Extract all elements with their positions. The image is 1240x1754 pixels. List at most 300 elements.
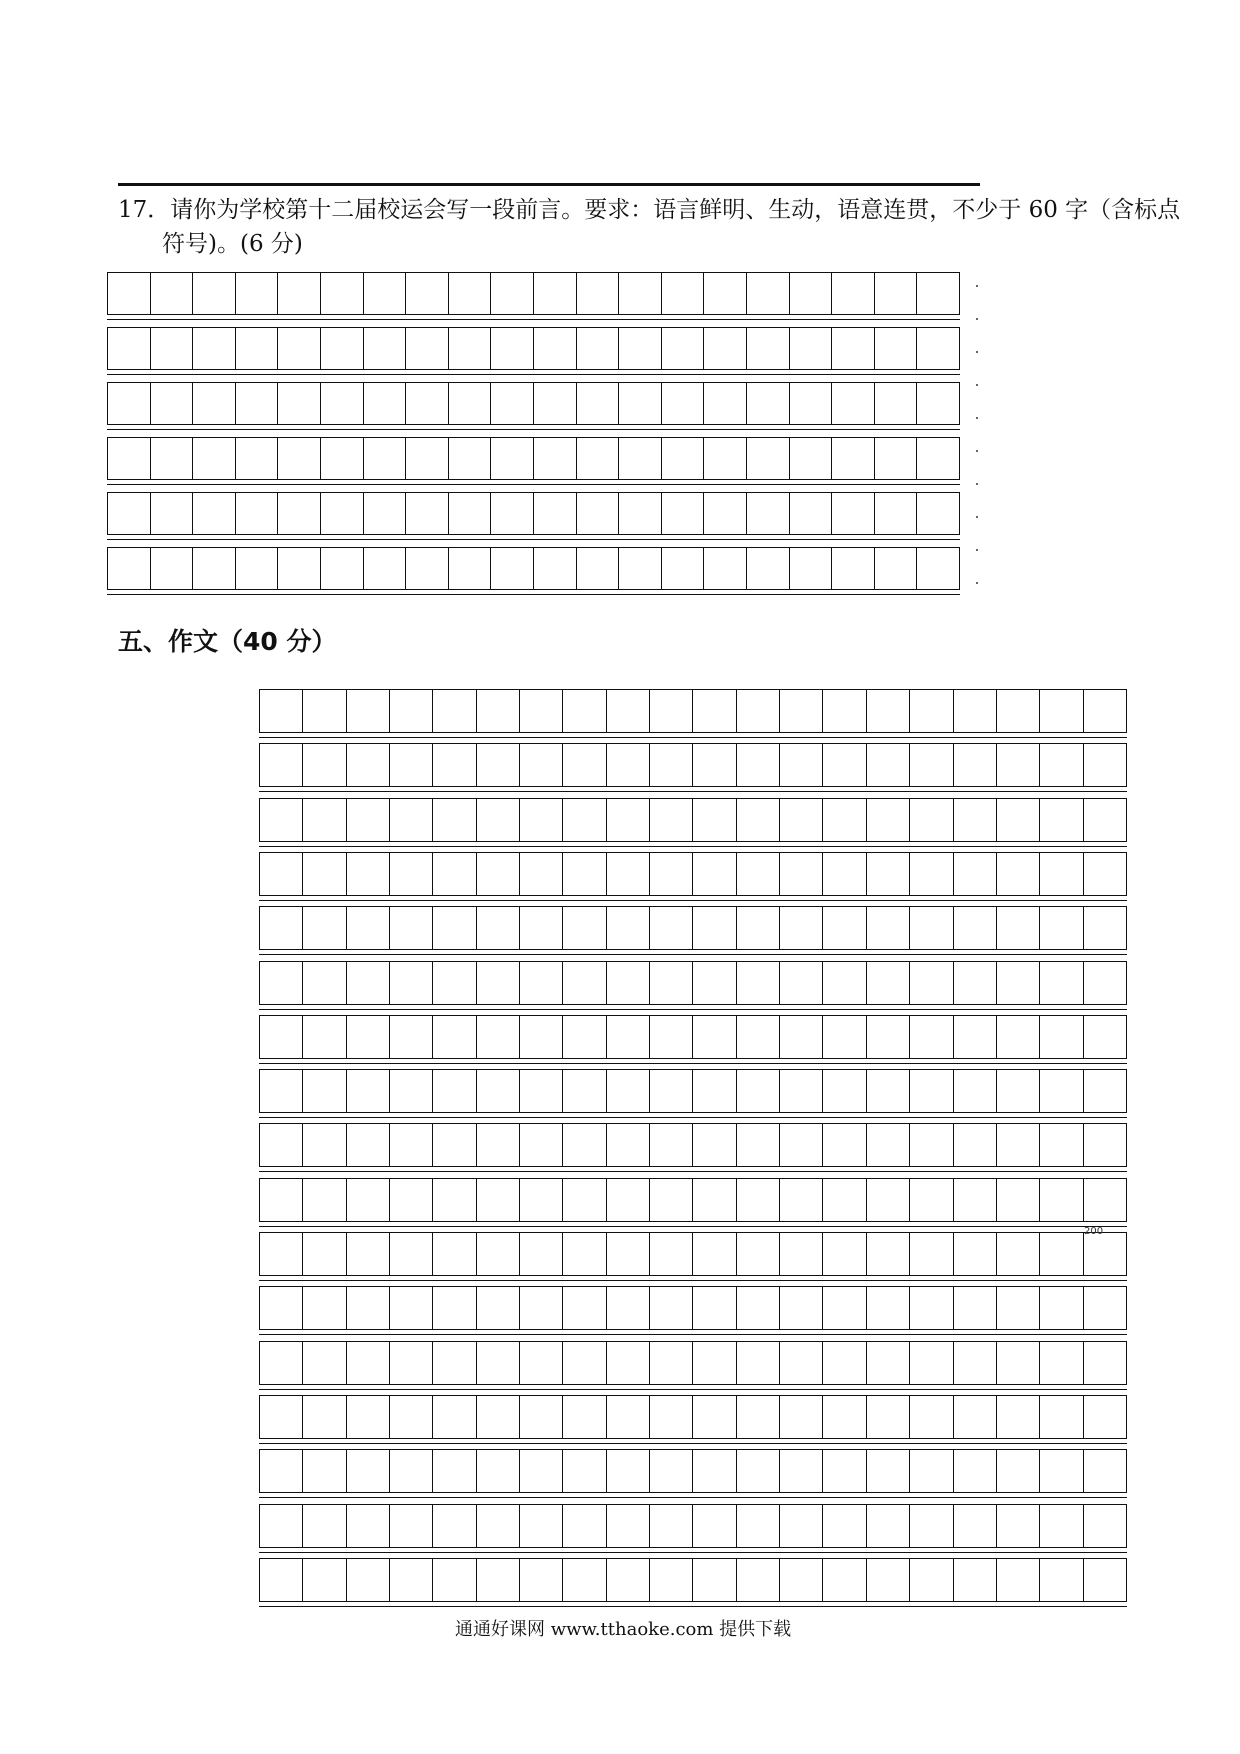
grid-cell[interactable]	[650, 1179, 693, 1221]
grid-cell[interactable]	[193, 493, 236, 534]
grid-cell[interactable]	[693, 1070, 736, 1112]
grid-cell[interactable]	[662, 383, 705, 424]
grid-cell[interactable]	[650, 1070, 693, 1112]
grid-cell[interactable]	[1084, 690, 1126, 732]
grid-cell[interactable]	[406, 383, 449, 424]
grid-cell[interactable]	[650, 744, 693, 786]
grid-cell[interactable]	[303, 690, 346, 732]
grid-cell[interactable]	[662, 493, 705, 534]
grid-cell[interactable]	[321, 438, 364, 479]
grid-cell[interactable]	[693, 1396, 736, 1438]
grid-cell[interactable]	[347, 1287, 390, 1329]
grid-cell[interactable]	[917, 548, 959, 589]
grid-cell[interactable]	[278, 548, 321, 589]
grid-cell[interactable]	[390, 799, 433, 841]
grid-cell[interactable]	[577, 273, 620, 314]
grid-cell[interactable]	[260, 1559, 303, 1601]
grid-cell[interactable]	[347, 1233, 390, 1275]
grid-cell[interactable]	[693, 1124, 736, 1166]
grid-cell[interactable]	[260, 1342, 303, 1384]
grid-cell[interactable]	[534, 383, 577, 424]
grid-cell[interactable]	[737, 1287, 780, 1329]
grid-cell[interactable]	[108, 383, 151, 424]
grid-cell[interactable]	[1084, 744, 1126, 786]
grid-cell[interactable]	[303, 1342, 346, 1384]
grid-cell[interactable]	[997, 799, 1040, 841]
grid-cell[interactable]	[737, 1505, 780, 1547]
grid-cell[interactable]	[303, 1396, 346, 1438]
grid-cell[interactable]	[260, 1233, 303, 1275]
grid-cell[interactable]	[108, 273, 151, 314]
grid-cell[interactable]	[997, 1505, 1040, 1547]
grid-cell[interactable]	[477, 1070, 520, 1112]
grid-cell[interactable]	[193, 438, 236, 479]
grid-cell[interactable]	[577, 328, 620, 369]
grid-cell[interactable]	[433, 799, 476, 841]
grid-cell[interactable]	[693, 962, 736, 1004]
grid-cell[interactable]	[260, 907, 303, 949]
grid-cell[interactable]	[303, 1559, 346, 1601]
grid-cell[interactable]	[1040, 962, 1083, 1004]
grid-cell[interactable]	[236, 273, 279, 314]
grid-cell[interactable]	[650, 690, 693, 732]
grid-cell[interactable]	[260, 1450, 303, 1492]
grid-cell[interactable]	[832, 493, 875, 534]
grid-cell[interactable]	[875, 328, 918, 369]
grid-cell[interactable]	[406, 493, 449, 534]
grid-cell[interactable]	[693, 1287, 736, 1329]
grid-cell[interactable]	[433, 1016, 476, 1058]
grid-cell[interactable]	[534, 273, 577, 314]
grid-cell[interactable]	[303, 1179, 346, 1221]
grid-cell[interactable]	[303, 907, 346, 949]
grid-cell[interactable]	[520, 1287, 563, 1329]
grid-cell[interactable]	[347, 744, 390, 786]
grid-cell[interactable]	[1040, 1016, 1083, 1058]
grid-cell[interactable]	[704, 438, 747, 479]
grid-cell[interactable]	[910, 853, 953, 895]
grid-cell[interactable]	[1040, 1342, 1083, 1384]
grid-cell[interactable]	[563, 744, 606, 786]
grid-cell[interactable]	[278, 383, 321, 424]
grid-cell[interactable]	[823, 1179, 866, 1221]
grid-cell[interactable]	[650, 1396, 693, 1438]
grid-cell[interactable]	[780, 1124, 823, 1166]
grid-cell[interactable]	[520, 1233, 563, 1275]
grid-cell[interactable]	[737, 1070, 780, 1112]
grid-cell[interactable]	[737, 962, 780, 1004]
grid-cell[interactable]	[607, 907, 650, 949]
grid-cell[interactable]	[491, 548, 534, 589]
grid-cell[interactable]	[193, 273, 236, 314]
grid-cell[interactable]	[364, 328, 407, 369]
grid-cell[interactable]	[477, 1287, 520, 1329]
grid-cell[interactable]	[563, 907, 606, 949]
grid-cell[interactable]	[875, 438, 918, 479]
grid-cell[interactable]	[780, 1505, 823, 1547]
grid-cell[interactable]	[662, 273, 705, 314]
grid-cell[interactable]	[780, 962, 823, 1004]
grid-cell[interactable]	[867, 1342, 910, 1384]
grid-cell[interactable]	[875, 493, 918, 534]
grid-cell[interactable]	[477, 907, 520, 949]
grid-cell[interactable]	[997, 1124, 1040, 1166]
grid-cell[interactable]	[364, 493, 407, 534]
grid-cell[interactable]	[477, 1559, 520, 1601]
grid-cell[interactable]	[607, 799, 650, 841]
grid-cell[interactable]	[910, 907, 953, 949]
grid-cell[interactable]	[534, 548, 577, 589]
grid-cell[interactable]	[619, 328, 662, 369]
grid-cell[interactable]	[704, 328, 747, 369]
grid-cell[interactable]	[1040, 1505, 1083, 1547]
grid-cell[interactable]	[1084, 1124, 1126, 1166]
grid-cell[interactable]	[780, 1450, 823, 1492]
grid-cell[interactable]	[997, 1016, 1040, 1058]
grid-cell[interactable]	[662, 328, 705, 369]
grid-cell[interactable]	[260, 1287, 303, 1329]
grid-cell[interactable]	[997, 853, 1040, 895]
grid-cell[interactable]	[563, 1179, 606, 1221]
grid-cell[interactable]	[832, 383, 875, 424]
grid-cell[interactable]	[108, 328, 151, 369]
grid-cell[interactable]	[477, 690, 520, 732]
grid-cell[interactable]	[520, 962, 563, 1004]
grid-cell[interactable]	[303, 744, 346, 786]
grid-cell[interactable]	[278, 273, 321, 314]
grid-cell[interactable]	[823, 1124, 866, 1166]
grid-cell[interactable]	[108, 438, 151, 479]
grid-cell[interactable]	[236, 383, 279, 424]
grid-cell[interactable]	[910, 1287, 953, 1329]
grid-cell[interactable]	[737, 799, 780, 841]
grid-cell[interactable]	[520, 799, 563, 841]
grid-cell[interactable]	[1084, 1559, 1126, 1601]
grid-cell[interactable]	[1084, 1070, 1126, 1112]
grid-cell[interactable]	[607, 1070, 650, 1112]
grid-cell[interactable]	[823, 1505, 866, 1547]
grid-cell[interactable]	[477, 1233, 520, 1275]
grid-cell[interactable]	[491, 328, 534, 369]
grid-cell[interactable]	[737, 1016, 780, 1058]
grid-cell[interactable]	[823, 1287, 866, 1329]
grid-cell[interactable]	[910, 1505, 953, 1547]
grid-cell[interactable]	[1040, 1450, 1083, 1492]
grid-cell[interactable]	[347, 1070, 390, 1112]
grid-cell[interactable]	[477, 853, 520, 895]
grid-cell[interactable]	[347, 1505, 390, 1547]
grid-cell[interactable]	[867, 962, 910, 1004]
grid-cell[interactable]	[650, 962, 693, 1004]
grid-cell[interactable]	[406, 273, 449, 314]
grid-cell[interactable]	[650, 1559, 693, 1601]
grid-cell[interactable]	[997, 1070, 1040, 1112]
grid-cell[interactable]	[534, 493, 577, 534]
grid-cell[interactable]	[477, 1342, 520, 1384]
grid-cell[interactable]	[563, 1233, 606, 1275]
grid-cell[interactable]	[867, 1450, 910, 1492]
grid-cell[interactable]	[737, 1450, 780, 1492]
grid-cell[interactable]	[693, 1505, 736, 1547]
grid-cell[interactable]	[491, 493, 534, 534]
grid-cell[interactable]	[780, 744, 823, 786]
grid-cell[interactable]	[534, 328, 577, 369]
grid-cell[interactable]	[477, 1450, 520, 1492]
grid-cell[interactable]	[449, 548, 492, 589]
grid-cell[interactable]	[1084, 1505, 1126, 1547]
grid-cell[interactable]	[577, 438, 620, 479]
grid-cell[interactable]	[347, 907, 390, 949]
grid-cell[interactable]	[790, 493, 833, 534]
grid-cell[interactable]	[390, 1233, 433, 1275]
grid-cell[interactable]	[997, 1342, 1040, 1384]
grid-cell[interactable]	[193, 548, 236, 589]
grid-cell[interactable]	[607, 1342, 650, 1384]
grid-cell[interactable]	[260, 1016, 303, 1058]
grid-cell[interactable]	[737, 690, 780, 732]
grid-cell[interactable]	[347, 1179, 390, 1221]
grid-cell[interactable]	[520, 1505, 563, 1547]
grid-cell[interactable]	[151, 438, 194, 479]
grid-cell[interactable]	[917, 493, 959, 534]
grid-cell[interactable]	[917, 383, 959, 424]
grid-cell[interactable]	[823, 1070, 866, 1112]
grid-cell[interactable]	[108, 548, 151, 589]
grid-cell[interactable]	[347, 1016, 390, 1058]
grid-cell[interactable]	[449, 438, 492, 479]
grid-cell[interactable]	[910, 962, 953, 1004]
grid-cell[interactable]	[321, 383, 364, 424]
grid-cell[interactable]	[910, 1070, 953, 1112]
grid-cell[interactable]	[823, 1342, 866, 1384]
grid-cell[interactable]	[997, 690, 1040, 732]
grid-cell[interactable]	[737, 1124, 780, 1166]
grid-cell[interactable]	[303, 1233, 346, 1275]
grid-cell[interactable]	[278, 328, 321, 369]
grid-cell[interactable]	[520, 1559, 563, 1601]
grid-cell[interactable]	[1084, 1342, 1126, 1384]
grid-cell[interactable]	[108, 493, 151, 534]
grid-cell[interactable]	[954, 1287, 997, 1329]
grid-cell[interactable]	[747, 273, 790, 314]
grid-cell[interactable]	[607, 690, 650, 732]
grid-cell[interactable]	[1040, 744, 1083, 786]
grid-cell[interactable]	[1084, 907, 1126, 949]
grid-cell[interactable]	[260, 853, 303, 895]
grid-cell[interactable]	[650, 1287, 693, 1329]
grid-cell[interactable]	[867, 1287, 910, 1329]
grid-cell[interactable]	[619, 548, 662, 589]
grid-cell[interactable]	[747, 438, 790, 479]
grid-cell[interactable]	[954, 1124, 997, 1166]
grid-cell[interactable]	[433, 1070, 476, 1112]
grid-cell[interactable]	[780, 1342, 823, 1384]
grid-cell[interactable]	[650, 907, 693, 949]
grid-cell[interactable]	[477, 1396, 520, 1438]
grid-cell[interactable]	[823, 799, 866, 841]
grid-cell[interactable]	[347, 690, 390, 732]
grid-cell[interactable]	[693, 1233, 736, 1275]
grid-cell[interactable]	[534, 438, 577, 479]
grid-cell[interactable]	[737, 1396, 780, 1438]
grid-cell[interactable]	[303, 853, 346, 895]
grid-cell[interactable]	[260, 1396, 303, 1438]
grid-cell[interactable]	[693, 744, 736, 786]
grid-cell[interactable]	[260, 799, 303, 841]
grid-cell[interactable]	[491, 383, 534, 424]
grid-cell[interactable]	[236, 493, 279, 534]
composition-grid[interactable]	[259, 689, 1127, 1610]
grid-cell[interactable]	[520, 1450, 563, 1492]
grid-cell[interactable]	[997, 1450, 1040, 1492]
grid-cell[interactable]	[563, 1396, 606, 1438]
grid-cell[interactable]	[954, 1016, 997, 1058]
grid-cell[interactable]	[1040, 1559, 1083, 1601]
grid-cell[interactable]	[321, 328, 364, 369]
grid-cell[interactable]	[607, 744, 650, 786]
grid-cell[interactable]	[303, 1287, 346, 1329]
grid-cell[interactable]	[520, 1396, 563, 1438]
grid-cell[interactable]	[347, 1342, 390, 1384]
grid-cell[interactable]	[954, 744, 997, 786]
grid-cell[interactable]	[260, 1179, 303, 1221]
grid-cell[interactable]	[832, 273, 875, 314]
grid-cell[interactable]	[520, 1342, 563, 1384]
grid-cell[interactable]	[390, 1342, 433, 1384]
grid-cell[interactable]	[780, 907, 823, 949]
grid-cell[interactable]	[347, 853, 390, 895]
grid-cell[interactable]	[433, 1505, 476, 1547]
grid-cell[interactable]	[563, 1342, 606, 1384]
grid-cell[interactable]	[997, 1179, 1040, 1221]
grid-cell[interactable]	[867, 1070, 910, 1112]
grid-cell[interactable]	[236, 438, 279, 479]
grid-cell[interactable]	[151, 273, 194, 314]
grid-cell[interactable]	[780, 1233, 823, 1275]
grid-cell[interactable]	[1084, 1396, 1126, 1438]
grid-cell[interactable]	[693, 1450, 736, 1492]
grid-cell[interactable]	[954, 1233, 997, 1275]
grid-cell[interactable]	[917, 438, 959, 479]
grid-cell[interactable]	[577, 383, 620, 424]
grid-cell[interactable]	[693, 1179, 736, 1221]
grid-cell[interactable]	[662, 548, 705, 589]
grid-cell[interactable]	[704, 548, 747, 589]
grid-cell[interactable]	[1040, 1287, 1083, 1329]
grid-cell[interactable]	[563, 853, 606, 895]
grid-cell[interactable]	[449, 383, 492, 424]
grid-cell[interactable]	[1040, 853, 1083, 895]
grid-cell[interactable]	[563, 1559, 606, 1601]
grid-cell[interactable]	[867, 1505, 910, 1547]
grid-cell[interactable]	[607, 1505, 650, 1547]
grid-cell[interactable]	[867, 907, 910, 949]
grid-cell[interactable]	[823, 1233, 866, 1275]
grid-cell[interactable]	[607, 1179, 650, 1221]
grid-cell[interactable]	[151, 383, 194, 424]
grid-cell[interactable]	[390, 907, 433, 949]
grid-cell[interactable]	[823, 962, 866, 1004]
grid-cell[interactable]	[1040, 1070, 1083, 1112]
grid-cell[interactable]	[151, 493, 194, 534]
grid-cell[interactable]	[433, 1287, 476, 1329]
grid-cell[interactable]	[910, 744, 953, 786]
grid-cell[interactable]	[433, 1450, 476, 1492]
grid-cell[interactable]	[1040, 1396, 1083, 1438]
grid-cell[interactable]	[563, 962, 606, 1004]
grid-cell[interactable]	[303, 1450, 346, 1492]
grid-cell[interactable]	[910, 799, 953, 841]
grid-cell[interactable]	[433, 1396, 476, 1438]
grid-cell[interactable]	[520, 1016, 563, 1058]
grid-cell[interactable]	[693, 1342, 736, 1384]
grid-cell[interactable]	[433, 962, 476, 1004]
grid-cell[interactable]	[433, 690, 476, 732]
grid-cell[interactable]	[1040, 1179, 1083, 1221]
grid-cell[interactable]	[390, 744, 433, 786]
grid-cell[interactable]	[390, 1396, 433, 1438]
grid-cell[interactable]	[260, 744, 303, 786]
grid-cell[interactable]	[433, 744, 476, 786]
grid-cell[interactable]	[823, 744, 866, 786]
grid-cell[interactable]	[954, 1450, 997, 1492]
grid-cell[interactable]	[650, 1233, 693, 1275]
grid-cell[interactable]	[867, 690, 910, 732]
grid-cell[interactable]	[954, 1505, 997, 1547]
grid-cell[interactable]	[520, 1179, 563, 1221]
grid-cell[interactable]	[954, 799, 997, 841]
grid-cell[interactable]	[449, 493, 492, 534]
grid-cell[interactable]	[236, 328, 279, 369]
grid-cell[interactable]	[997, 1287, 1040, 1329]
grid-cell[interactable]	[823, 690, 866, 732]
grid-cell[interactable]	[563, 1287, 606, 1329]
grid-cell[interactable]	[1084, 962, 1126, 1004]
grid-cell[interactable]	[619, 383, 662, 424]
grid-cell[interactable]	[867, 1179, 910, 1221]
grid-cell[interactable]	[364, 438, 407, 479]
grid-cell[interactable]	[563, 1505, 606, 1547]
grid-cell[interactable]	[917, 328, 959, 369]
grid-cell[interactable]	[693, 1559, 736, 1601]
grid-cell[interactable]	[433, 1342, 476, 1384]
grid-cell[interactable]	[607, 1233, 650, 1275]
grid-cell[interactable]	[650, 1016, 693, 1058]
grid-cell[interactable]	[433, 1179, 476, 1221]
grid-cell[interactable]	[260, 1505, 303, 1547]
grid-cell[interactable]	[693, 1016, 736, 1058]
grid-cell[interactable]	[619, 493, 662, 534]
grid-cell[interactable]	[704, 273, 747, 314]
grid-cell[interactable]	[520, 744, 563, 786]
grid-cell[interactable]	[662, 438, 705, 479]
grid-cell[interactable]	[260, 690, 303, 732]
grid-cell[interactable]	[823, 1016, 866, 1058]
grid-cell[interactable]	[477, 962, 520, 1004]
grid-cell[interactable]	[477, 1016, 520, 1058]
grid-cell[interactable]	[390, 1070, 433, 1112]
grid-cell[interactable]	[780, 799, 823, 841]
grid-cell[interactable]	[910, 1559, 953, 1601]
grid-cell[interactable]	[236, 548, 279, 589]
grid-cell[interactable]	[780, 1559, 823, 1601]
grid-cell[interactable]	[607, 1396, 650, 1438]
grid-cell[interactable]	[347, 799, 390, 841]
grid-cell[interactable]	[347, 1450, 390, 1492]
grid-cell[interactable]	[954, 1070, 997, 1112]
grid-cell[interactable]	[650, 799, 693, 841]
grid-cell[interactable]	[563, 1124, 606, 1166]
